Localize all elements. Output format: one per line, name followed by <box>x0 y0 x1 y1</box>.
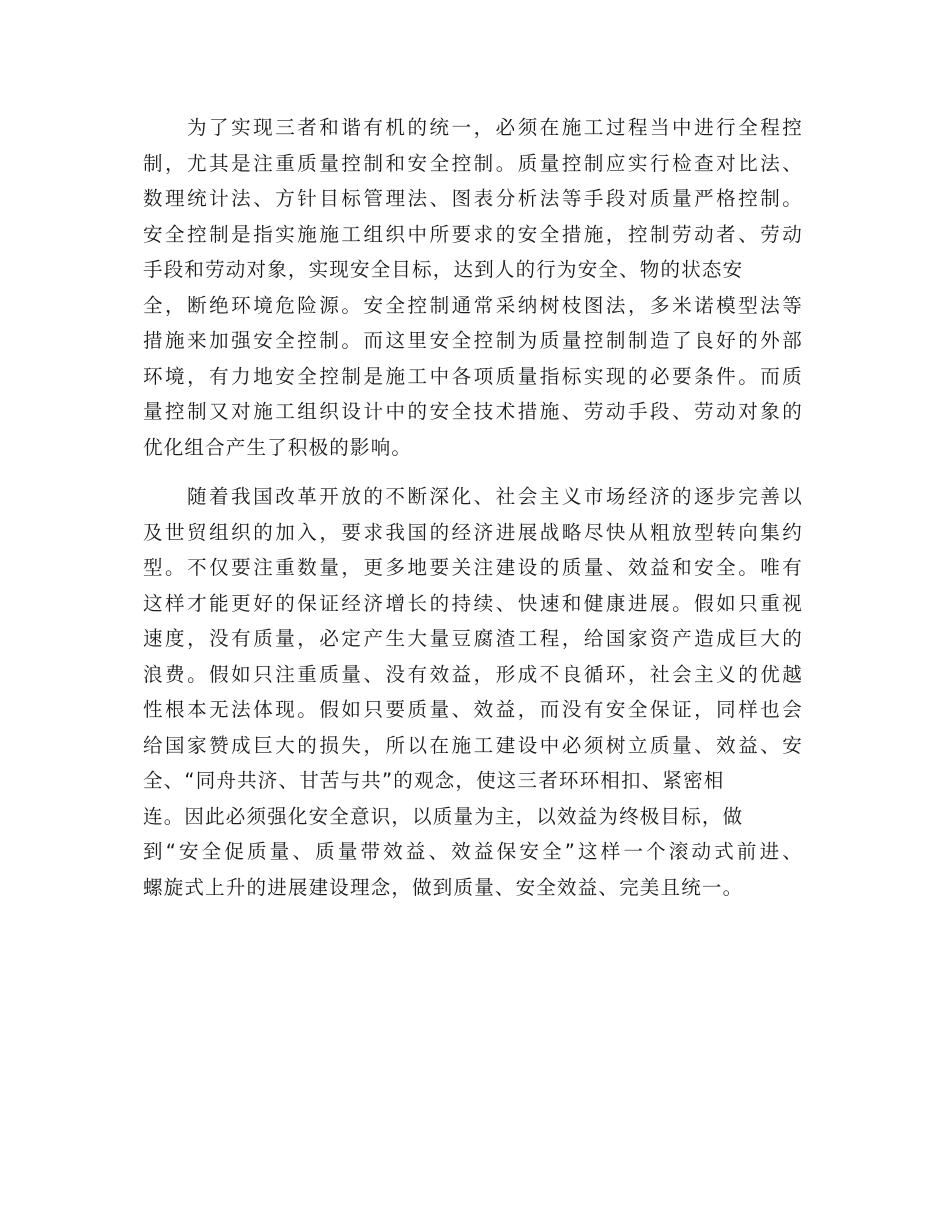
text-line: 为了实现三者和谐有机的统一，必须在施工过程当中进行全程控 <box>187 116 803 139</box>
text-line: 到“安全促质量、质量带效益、效益保安全”这样一个滚动式前进、 <box>143 840 803 863</box>
text-line: 型。不仅要注重数量，更多地要关注建设的质量、效益和安全。唯有 <box>143 556 803 579</box>
text-line: 给国家赞成巨大的损失，所以在施工建设中必须树立质量、效益、安 <box>143 733 803 757</box>
text-line: 安全控制是指实施施工组织中所要求的安全措施，控制劳动者、劳动 <box>143 222 803 246</box>
text-line: 及世贸组织的加入，要求我国的经济进展战略尽快从粗放型转向集约 <box>143 520 803 544</box>
paragraph-2 <box>143 479 803 905</box>
text-line: 速度，没有质量，必定产生大量豆腐渣工程，给国家资产造成巨大的 <box>143 627 803 650</box>
text-line: 随着我国改革开放的不断深化、社会主义市场经济的逐步完善以 <box>187 485 803 508</box>
text-line: 措施来加强安全控制。而这里安全控制为质量控制制造了良好的外部 <box>143 329 803 352</box>
text-line: 浪费。假如只注重质量、没有效益，形成不良循环，社会主义的优越 <box>143 662 803 686</box>
text-line: 螺旋式上升的进展建设理念，做到质量、安全效益、完美且统一。 <box>143 875 744 899</box>
text-line: 全、“同舟共济、甘苦与共”的观念，使这三者环环相扣、紧密相 <box>143 769 725 792</box>
text-line: 连。因此必须强化安全意识，以质量为主，以效益为终极目标，做 <box>143 804 744 828</box>
text-line: 量控制又对施工组织设计中的安全技术措施、劳动手段、劳动对象的 <box>143 400 803 423</box>
text-line: 性根本无法体现。假如只要质量、效益，而没有安全保证，同样也会 <box>143 698 803 721</box>
text-line: 全，断绝环境危险源。安全控制通常采纳树枝图法，多米诺模型法等 <box>143 293 803 317</box>
document-page <box>143 110 803 905</box>
paragraph-1 <box>143 110 803 465</box>
text-line: 手段和劳动对象，实现安全目标，达到人的行为安全、物的状态安 <box>143 258 744 281</box>
text-line: 数理统计法、方针目标管理法、图表分析法等手段对质量严格控制。 <box>143 187 803 210</box>
text-line: 环境，有力地安全控制是施工中各项质量指标实现的必要条件。而质 <box>143 364 803 388</box>
text-line: 优化组合产生了积极的影响。 <box>143 435 413 459</box>
text-line: 制，尤其是注重质量控制和安全控制。质量控制应实行检查对比法、 <box>143 151 803 175</box>
text-line: 这样才能更好的保证经济增长的持续、快速和健康进展。假如只重视 <box>143 591 803 615</box>
